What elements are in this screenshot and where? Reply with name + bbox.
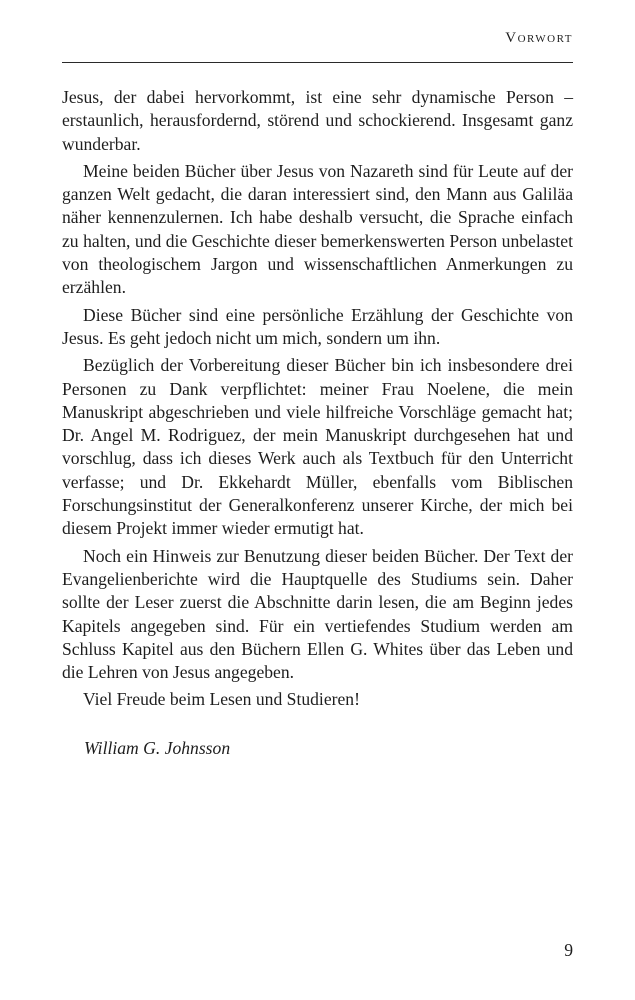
paragraph-6: Viel Freude beim Lesen und Studieren! — [83, 689, 360, 710]
header-rule — [62, 62, 573, 63]
paragraph-3: Diese Bücher sind eine persönliche Erzählung der Geschichte von Jesus. Es geht jedoch nicht um mich, sondern um ihn. — [62, 304, 573, 348]
paragraph-4: Bezüglich der Vorbereitung dieser Bücher bin ich insbesondere drei Personen zu Dank verpflichtet: meiner Frau Noelene, die mein Manuskript abgeschrieben und viele hilfreiche Vorschläge gemacht hat; Dr. Angel M. Rodriguez, der mein Manuskript durchgesehen hat und vorschlug, dass ich dieses Werk auch als Textbuch für den Unterricht verfasse; und Dr. Ekkehardt Müller, ebenfalls vom Biblischen Forschungsinstitut der Generalkonferenz unserer Kirche, der mich bei diesem Projekt immer wieder ermutigt hat. — [62, 355, 573, 539]
running-header: Vorwort — [505, 30, 573, 46]
paragraph-2: Meine beiden Bücher über Jesus von Nazareth sind für Leute auf der ganzen Welt gedacht, die daran interessiert sind, den Mann aus Galiläa näher kennenzulernen. Ich habe deshalb versucht, die Sprache einfach zu halten, und die Geschichte dieser bemerkenswerten Person unbelastet von theologischem Jargon und wissenschaftlichen Anmerkungen zu erzählen. — [62, 160, 573, 298]
body-text — [62, 86, 573, 716]
paragraph-1: Jesus, der dabei hervorkommt, ist eine sehr dynamische Person – erstaunlich, herausfordernd, störend und schockierend. Insgesamt ganz wunderbar. — [62, 87, 573, 154]
page-number: 9 — [564, 940, 573, 960]
paragraph-5: Noch ein Hinweis zur Benutzung dieser beiden Bücher. Der Text der Evangelienberichte wird die Hauptquelle des Studiums sein. Daher sollte der Leser zuerst die Abschnitte darin lesen, die am Beginn jedes Kapitels angegeben sind. Für ein vertiefendes Studium werden am Schluss Kapitel aus den Büchern Ellen G. Whites über das Leben und die Lehren von Jesus angegeben. — [62, 545, 573, 683]
author-signature: William G. Johnsson — [84, 738, 231, 758]
